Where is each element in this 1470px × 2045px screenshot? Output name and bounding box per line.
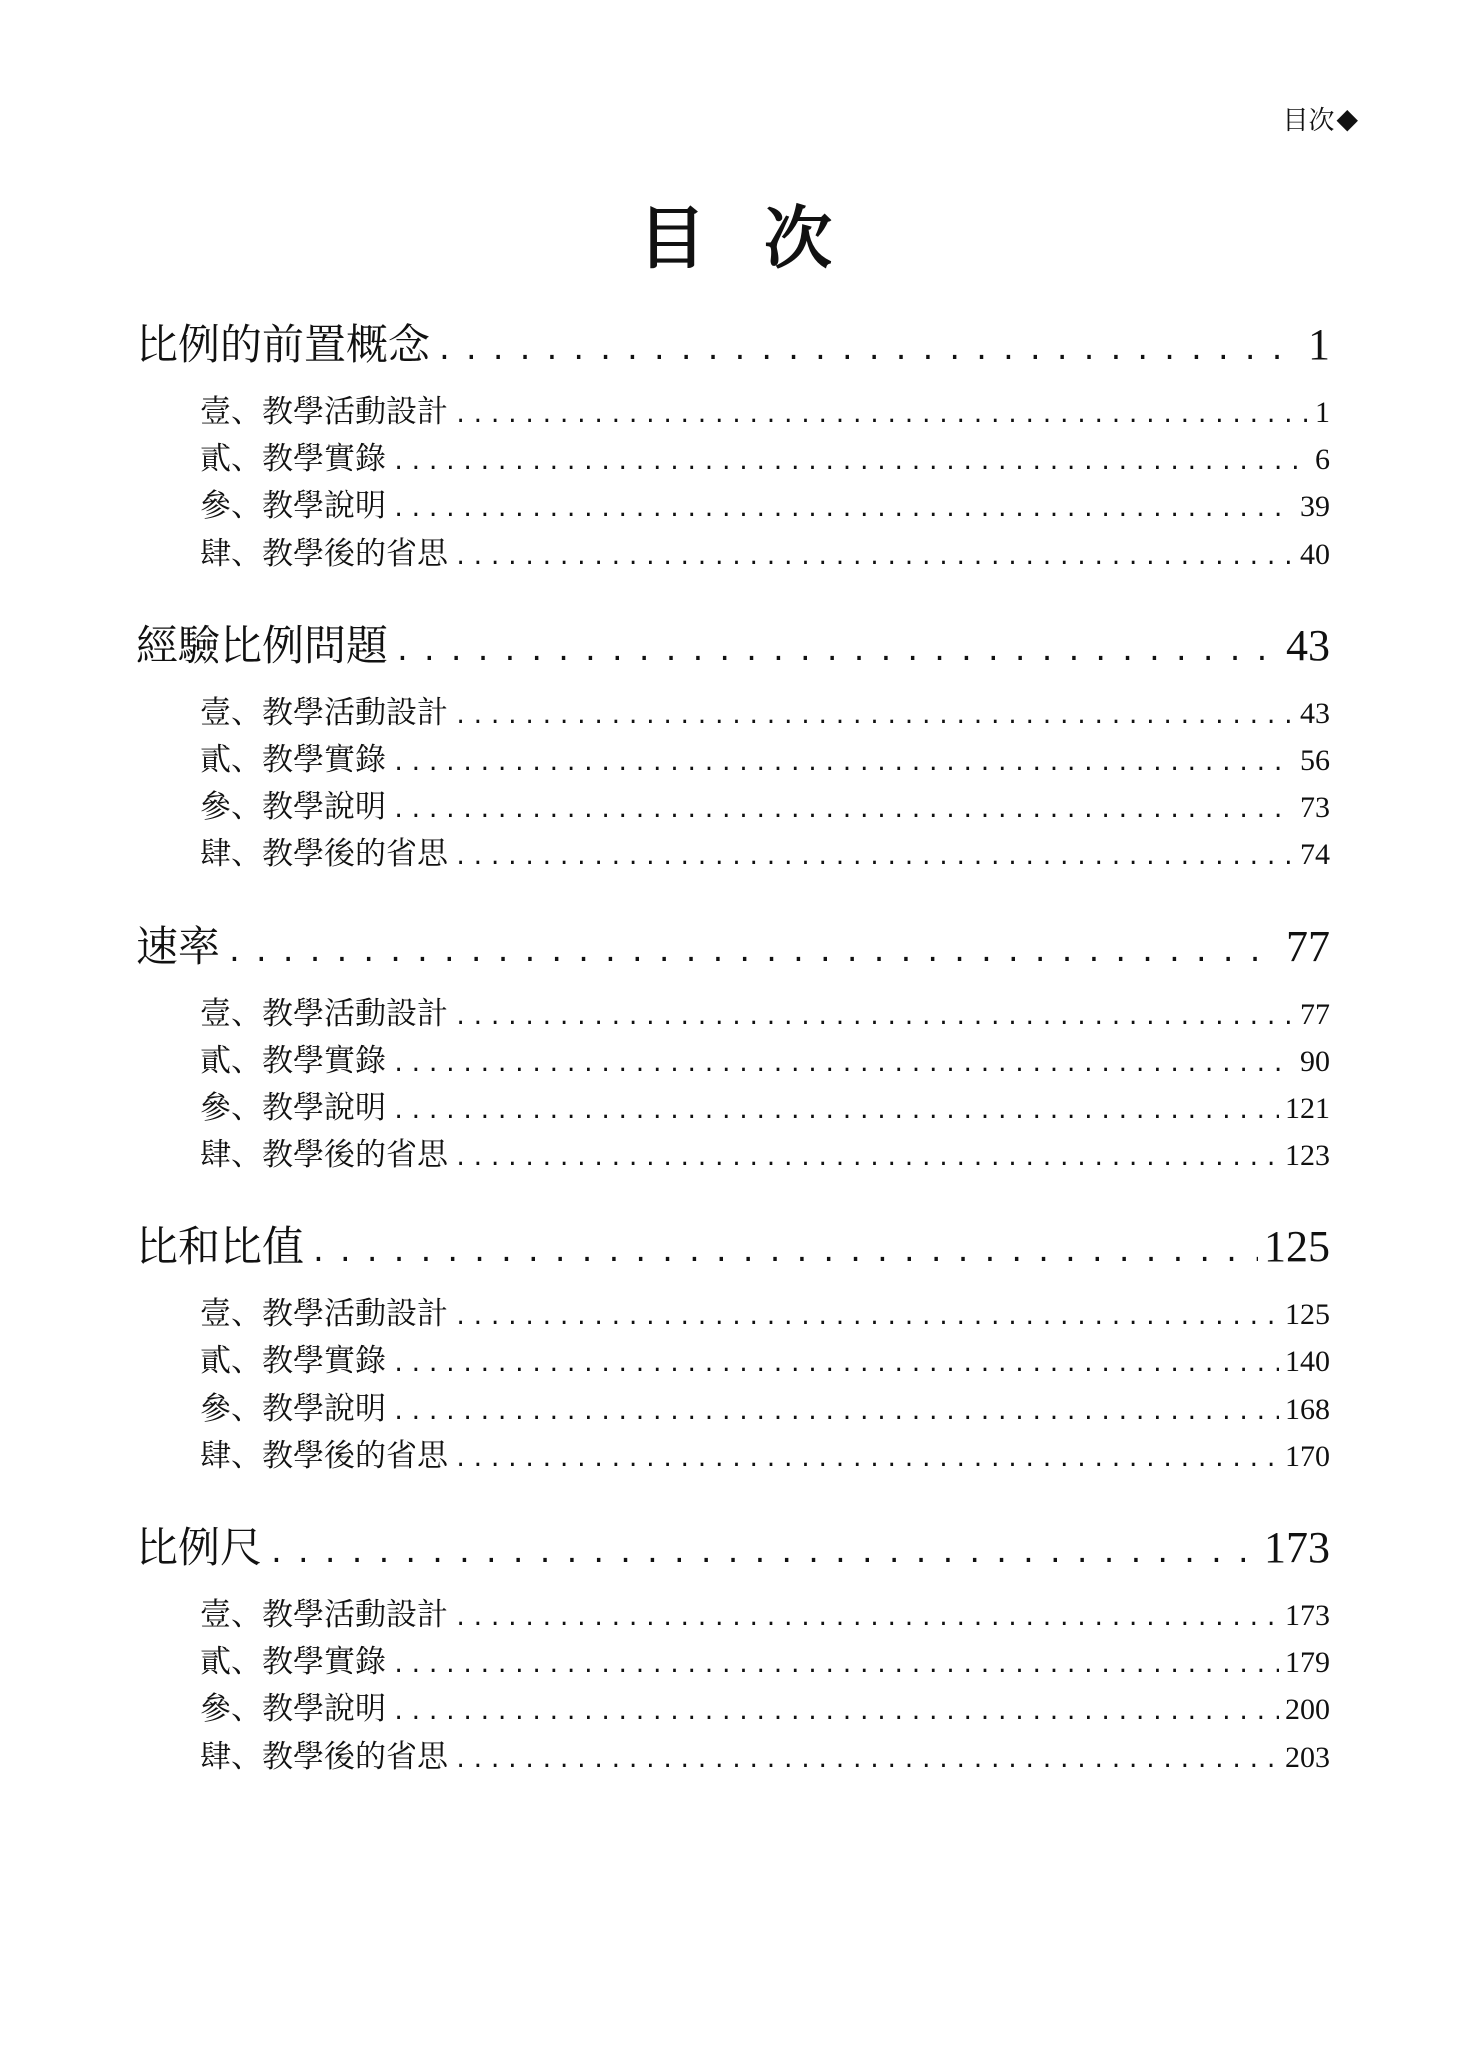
entry-page-number: 56 bbox=[1300, 743, 1330, 777]
chapter-heading-link[interactable] bbox=[136, 312, 1330, 382]
chapter-page-number: 77 bbox=[1286, 921, 1330, 971]
chapter-title: 比和比值 bbox=[136, 1222, 305, 1272]
chapter-page-number: 43 bbox=[1286, 620, 1330, 670]
entry-label: 參、教學說明 bbox=[200, 1089, 386, 1126]
entry-label: 肆、教學後的省思 bbox=[200, 1437, 448, 1474]
toc-entry[interactable] bbox=[200, 734, 1330, 781]
diamond-icon: ◆ bbox=[1336, 102, 1358, 135]
entry-label: 貳、教學實錄 bbox=[200, 741, 386, 778]
chapter-page-number: 125 bbox=[1264, 1222, 1330, 1272]
dot-leader bbox=[454, 845, 1294, 870]
dot-leader bbox=[454, 545, 1294, 570]
dot-leader bbox=[454, 1748, 1279, 1773]
dot-leader bbox=[226, 935, 1280, 968]
toc-entry[interactable] bbox=[200, 1683, 1330, 1730]
chapter-heading-link[interactable] bbox=[136, 613, 1330, 683]
entry-label: 肆、教學後的省思 bbox=[200, 1738, 448, 1775]
dot-leader bbox=[392, 1400, 1279, 1425]
dot-leader bbox=[454, 1305, 1279, 1330]
entry-label: 參、教學說明 bbox=[200, 1390, 386, 1427]
chapter-entries bbox=[136, 1589, 1330, 1778]
dot-leader bbox=[392, 1653, 1279, 1678]
dot-leader bbox=[392, 751, 1294, 776]
dot-leader bbox=[392, 1352, 1279, 1377]
entry-page-number: 77 bbox=[1300, 997, 1330, 1031]
entry-page-number: 40 bbox=[1300, 537, 1330, 571]
entry-label: 肆、教學後的省思 bbox=[200, 535, 448, 572]
toc-entry[interactable] bbox=[200, 828, 1330, 875]
running-header bbox=[1282, 100, 1358, 137]
entry-label: 肆、教學後的省思 bbox=[200, 836, 448, 873]
toc-chapter bbox=[136, 1515, 1330, 1778]
toc-entry[interactable] bbox=[200, 1082, 1330, 1129]
toc-entry[interactable] bbox=[200, 528, 1330, 575]
chapter-entries bbox=[136, 386, 1330, 575]
entry-label: 參、教學說明 bbox=[200, 488, 386, 525]
dot-leader bbox=[454, 1005, 1294, 1030]
entry-page-number: 90 bbox=[1300, 1044, 1330, 1078]
entry-page-number: 203 bbox=[1285, 1740, 1330, 1774]
dot-leader bbox=[394, 634, 1280, 667]
dot-leader bbox=[454, 403, 1309, 428]
toc-entry[interactable] bbox=[200, 988, 1330, 1035]
entry-page-number: 123 bbox=[1285, 1139, 1330, 1173]
entry-label: 參、教學說明 bbox=[200, 789, 386, 826]
entry-page-number: 6 bbox=[1315, 443, 1330, 477]
page-title-char-1: 目 bbox=[637, 200, 706, 279]
toc-entry[interactable] bbox=[200, 1731, 1330, 1778]
chapter-title: 速率 bbox=[136, 921, 221, 971]
toc-entry[interactable] bbox=[200, 1129, 1330, 1176]
entry-label: 壹、教學活動設計 bbox=[200, 394, 448, 430]
toc-chapter bbox=[136, 613, 1330, 876]
entry-label: 壹、教學活動設計 bbox=[200, 1296, 448, 1333]
chapter-heading-link[interactable] bbox=[136, 1515, 1330, 1585]
entry-label: 肆、教學後的省思 bbox=[200, 1137, 448, 1174]
toc-entry[interactable] bbox=[200, 480, 1330, 527]
toc-chapter bbox=[136, 1214, 1330, 1477]
dot-leader bbox=[454, 1606, 1279, 1631]
entry-label: 貳、教學實錄 bbox=[200, 441, 386, 478]
entry-page-number: 179 bbox=[1285, 1646, 1330, 1680]
entry-page-number: 43 bbox=[1300, 696, 1330, 730]
entry-label: 參、教學說明 bbox=[200, 1691, 386, 1728]
chapter-entries bbox=[136, 687, 1330, 876]
dot-leader bbox=[268, 1536, 1258, 1569]
toc-entry[interactable] bbox=[200, 781, 1330, 828]
entry-page-number: 173 bbox=[1285, 1599, 1330, 1632]
toc-chapter bbox=[136, 914, 1330, 1177]
dot-leader bbox=[310, 1235, 1258, 1268]
entry-page-number: 121 bbox=[1285, 1091, 1330, 1125]
toc-entry[interactable] bbox=[200, 1035, 1330, 1082]
running-header-text: 目次 bbox=[1282, 106, 1335, 136]
toc-entry[interactable] bbox=[200, 1383, 1330, 1430]
toc-entry[interactable] bbox=[200, 1288, 1330, 1335]
table-of-contents bbox=[136, 312, 1330, 1816]
entry-label: 壹、教學活動設計 bbox=[200, 995, 448, 1032]
toc-entry[interactable] bbox=[200, 1589, 1330, 1636]
chapter-page-number: 173 bbox=[1264, 1523, 1330, 1572]
toc-entry[interactable] bbox=[200, 687, 1330, 734]
dot-leader bbox=[392, 1099, 1279, 1124]
dot-leader bbox=[392, 1700, 1279, 1725]
toc-entry[interactable] bbox=[200, 1335, 1330, 1382]
page-title-char-2: 次 bbox=[764, 200, 833, 279]
entry-page-number: 200 bbox=[1285, 1693, 1330, 1727]
dot-leader bbox=[454, 1146, 1279, 1171]
page-title bbox=[0, 185, 1470, 282]
chapter-heading-link[interactable] bbox=[136, 914, 1330, 984]
dot-leader bbox=[392, 450, 1309, 475]
dot-leader bbox=[392, 497, 1294, 522]
chapter-heading-link[interactable] bbox=[136, 1214, 1330, 1284]
chapter-page-number: 1 bbox=[1308, 320, 1330, 369]
entry-page-number: 168 bbox=[1285, 1392, 1330, 1426]
entry-label: 壹、教學活動設計 bbox=[200, 694, 448, 731]
entry-label: 貳、教學實錄 bbox=[200, 1343, 386, 1380]
dot-leader bbox=[392, 798, 1294, 823]
chapter-title: 比例尺 bbox=[136, 1523, 263, 1572]
entry-page-number: 74 bbox=[1300, 838, 1330, 872]
toc-chapter bbox=[136, 312, 1330, 575]
entry-page-number: 170 bbox=[1285, 1439, 1330, 1473]
chapter-title: 經驗比例問題 bbox=[136, 620, 389, 670]
entry-page-number: 73 bbox=[1300, 791, 1330, 825]
entry-page-number: 140 bbox=[1285, 1345, 1330, 1379]
toc-entry[interactable] bbox=[200, 1430, 1330, 1477]
entry-label: 貳、教學實錄 bbox=[200, 1042, 386, 1079]
dot-leader bbox=[454, 704, 1294, 729]
entry-label: 壹、教學活動設計 bbox=[200, 1597, 448, 1633]
dot-leader bbox=[454, 1447, 1279, 1472]
toc-entry[interactable] bbox=[200, 386, 1330, 433]
dot-leader bbox=[392, 1052, 1294, 1077]
dot-leader bbox=[436, 333, 1302, 366]
entry-label: 貳、教學實錄 bbox=[200, 1644, 386, 1681]
entry-page-number: 125 bbox=[1285, 1298, 1330, 1332]
chapter-title: 比例的前置概念 bbox=[136, 320, 431, 369]
toc-entry[interactable] bbox=[200, 1636, 1330, 1683]
toc-entry[interactable] bbox=[200, 433, 1330, 480]
chapter-entries bbox=[136, 988, 1330, 1177]
chapter-entries bbox=[136, 1288, 1330, 1477]
entry-page-number: 39 bbox=[1300, 490, 1330, 524]
entry-page-number: 1 bbox=[1315, 396, 1330, 429]
